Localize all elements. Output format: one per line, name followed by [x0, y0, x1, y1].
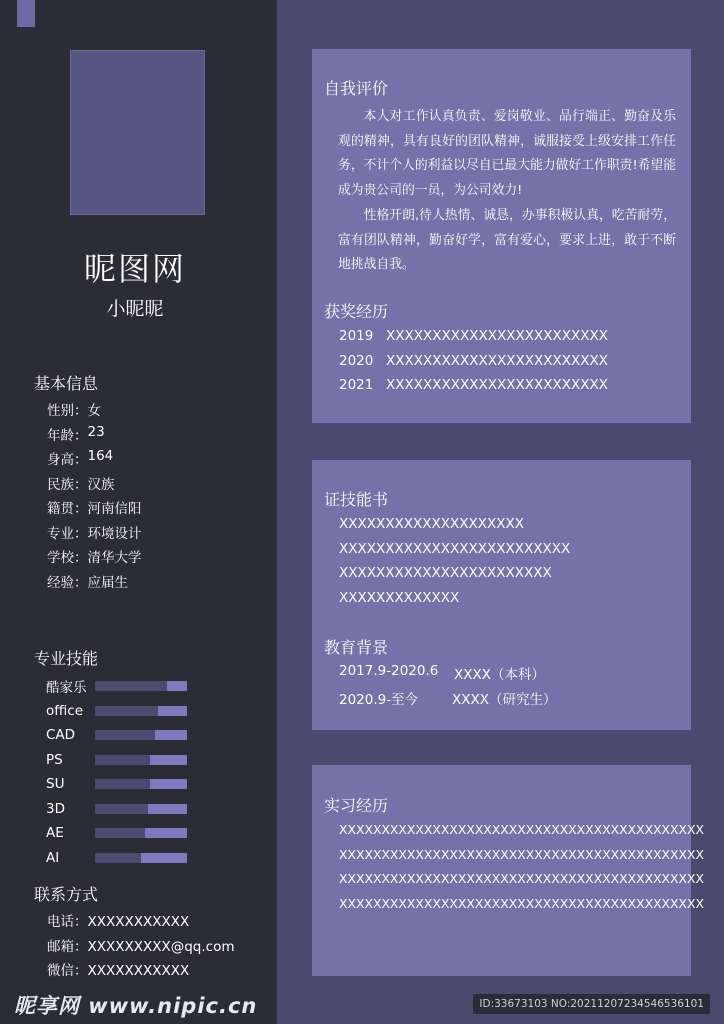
skill-bar-fill: [95, 755, 150, 765]
skill-row: [46, 846, 187, 871]
skill-row: [46, 748, 187, 773]
info-row: [47, 522, 142, 547]
contact-value: XXXXXXXXXXX: [87, 963, 190, 979]
contact-value: XXXXXXXXXXX: [87, 914, 190, 930]
internship-row: XXXXXXXXXXXXXXXXXXXXXXXXXXXXXXXXXXXXXXXXXXX: [339, 895, 704, 911]
profile-photo-placeholder: [70, 50, 205, 215]
card-certificates-education: [312, 460, 691, 730]
info-value: 164: [87, 448, 114, 464]
contact-label: 邮箱：: [47, 938, 88, 955]
info-label: 民族：: [47, 476, 88, 493]
certificates-list: [339, 516, 570, 614]
contact-label: 电话：: [47, 914, 88, 930]
skill-row: [46, 699, 187, 724]
award-row: [339, 377, 608, 402]
award-year: 2019: [339, 328, 374, 344]
info-row: [47, 546, 142, 571]
award-row: [339, 328, 608, 353]
internship-row: XXXXXXXXXXXXXXXXXXXXXXXXXXXXXXXXXXXXXXXXXXX: [339, 846, 704, 862]
corner-tab: [17, 0, 35, 27]
basic-info-title: 基本信息: [34, 374, 99, 393]
person-name: 小昵昵: [106, 298, 164, 320]
info-label: 身高：: [47, 452, 88, 468]
info-row: [47, 448, 142, 473]
info-value: 河南信阳: [87, 501, 142, 517]
skill-row: [46, 723, 187, 748]
info-row: [47, 497, 142, 522]
skill-row: [46, 674, 187, 699]
certificate-row: XXXXXXXXXXXXX: [339, 589, 460, 606]
skills-title: 专业技能: [34, 649, 99, 668]
info-row: [47, 424, 142, 449]
watermark-id: ID:33673103 NO:20211207234546536101: [473, 994, 710, 1014]
internship-row: XXXXXXXXXXXXXXXXXXXXXXXXXXXXXXXXXXXXXXXXXXX: [339, 822, 704, 837]
card-evaluation-awards: [312, 49, 691, 423]
certificates-title: 证技能书: [324, 490, 389, 509]
card-internship: [312, 765, 704, 976]
skill-name: SU: [46, 776, 65, 793]
watermark-logo: 昵享网 www.nipic.cn: [14, 994, 258, 1018]
certificate-row: XXXXXXXXXXXXXXXXXXXXXXXXX: [339, 540, 571, 557]
skill-bar: [95, 706, 187, 716]
skill-bar: [95, 804, 187, 814]
contact-row: [47, 935, 235, 960]
info-row: [47, 571, 142, 596]
contact-row: [47, 910, 235, 935]
certificate-row: XXXXXXXXXXXXXXXXXXXX: [339, 516, 524, 532]
award-year: 2021: [339, 377, 374, 394]
info-label: 籍贯：: [47, 501, 88, 517]
education-row: [339, 663, 557, 688]
education-period: 2017.9-2020.6: [339, 663, 439, 679]
self-evaluation-paragraph: 性格开朗,待人热情、诚恳，办事积极认真，吃苦耐劳，富有团队精神，勤奋好学，富有爱心，要求上进，敢于不断地挑战自我。: [338, 208, 676, 273]
skills-list: [46, 674, 187, 870]
self-evaluation-title: 自我评价: [324, 79, 389, 98]
skill-bar-fill: [95, 730, 155, 740]
info-value: 清华大学: [87, 550, 142, 566]
info-value: 23: [87, 423, 105, 440]
contact-row: [47, 959, 235, 984]
skill-bar-fill: [95, 706, 158, 716]
sidebar: [0, 0, 277, 1024]
skill-name: office: [46, 702, 84, 719]
info-label: 经验：: [47, 574, 88, 591]
skill-bar: [95, 681, 187, 691]
skill-row: [46, 772, 187, 797]
skill-name: 酷家乐: [46, 680, 87, 697]
info-value: 汉族: [87, 476, 115, 493]
skill-row: [46, 821, 187, 846]
education-title: 教育背景: [324, 638, 389, 657]
info-value: 环境设计: [87, 525, 142, 542]
awards-title: 获奖经历: [324, 302, 389, 321]
basic-info-list: [47, 399, 142, 595]
skill-bar-fill: [95, 804, 148, 814]
skill-bar: [95, 755, 187, 765]
skill-name: PS: [46, 751, 63, 768]
internship-title: 实习经历: [324, 796, 389, 815]
skill-name: AE: [46, 825, 64, 842]
info-label: 专业：: [47, 525, 88, 542]
award-text: XXXXXXXXXXXXXXXXXXXXXXXX: [386, 328, 608, 344]
skill-bar: [95, 779, 187, 789]
contact-value: XXXXXXXXX@qq.com: [87, 938, 235, 955]
education-text: XXXX（研究生）: [452, 691, 557, 708]
skill-bar-fill: [95, 828, 145, 838]
certificate-row: XXXXXXXXXXXXXXXXXXXXXXX: [339, 565, 552, 582]
internship-list: [339, 822, 704, 920]
info-value: 应届生: [87, 574, 128, 591]
education-period: 2020.9-至今: [339, 691, 419, 708]
awards-list: [339, 328, 608, 402]
info-label: 年龄：: [47, 427, 88, 444]
info-row: [47, 399, 142, 424]
info-value: 女: [87, 403, 101, 419]
skill-name: AI: [46, 849, 60, 866]
skill-bar-fill: [95, 681, 167, 691]
skill-row: [46, 797, 187, 822]
education-row: [339, 688, 557, 713]
skill-bar-fill: [95, 779, 150, 789]
info-label: 性别：: [47, 403, 88, 419]
award-text: XXXXXXXXXXXXXXXXXXXXXXXX: [386, 352, 608, 369]
contact-list: [47, 910, 235, 984]
info-label: 学校：: [47, 550, 88, 566]
award-row: [339, 353, 608, 378]
contact-title: 联系方式: [34, 885, 99, 904]
award-text: XXXXXXXXXXXXXXXXXXXXXXXX: [386, 377, 608, 394]
self-evaluation-paragraph: 本人对工作认真负责、爱岗敬业、品行端正、勤奋及乐观的精神，具有良好的团队精神，诚服接受上级安排工作任务，不计个人的利益以尽自已最大能力做好工作职责!希望能成为贵公司的一员，为公司效力!: [338, 109, 676, 199]
skill-bar: [95, 730, 187, 740]
award-year: 2020: [339, 352, 374, 369]
education-text: XXXX（本科）: [454, 667, 545, 683]
skill-name: CAD: [46, 727, 76, 744]
contact-label: 微信：: [47, 963, 88, 979]
internship-row: XXXXXXXXXXXXXXXXXXXXXXXXXXXXXXXXXXXXXXXXXXX: [339, 871, 704, 887]
skill-bar: [95, 853, 187, 863]
info-row: [47, 473, 142, 498]
skill-bar: [95, 828, 187, 838]
skill-name: 3D: [46, 800, 65, 817]
brand-name: 昵图网: [83, 250, 186, 288]
education-list: [339, 663, 557, 712]
skill-bar-fill: [95, 853, 141, 863]
